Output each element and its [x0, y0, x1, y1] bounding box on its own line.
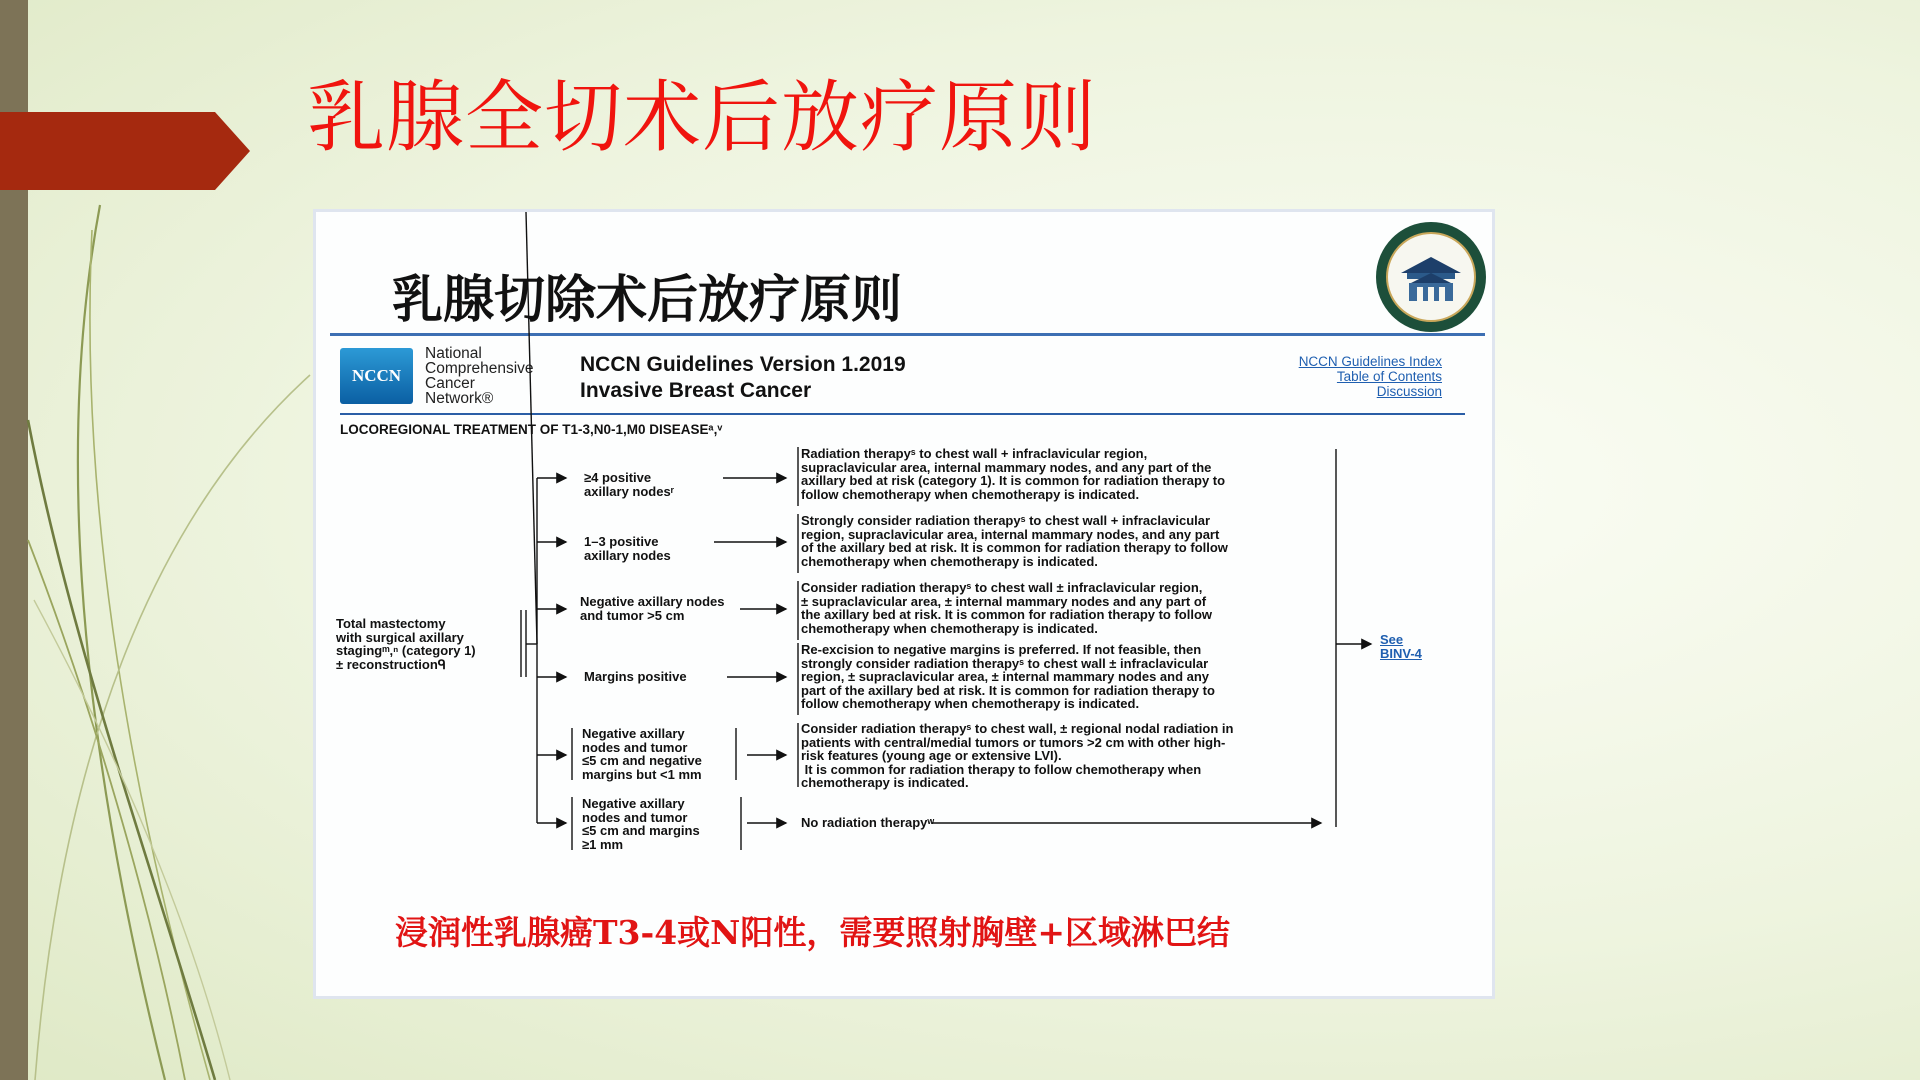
branch-label: Negative axillary nodes and tumor ≤5 cm and negative margins but <1 mm — [582, 726, 702, 782]
branch-label: ≥4 positive axillary nodesʳ — [584, 470, 674, 499]
recommendation-text: Radiation therapyˢ to chest wall + infraclavicular region, supraclavicular area, internal mammary nodes, and any part of the axillary bed at risk (category 1). It is common for radiation therapy to follow chemotherapy when chemotherapy is indicated. — [801, 446, 1226, 502]
bottom-note: 浸润性乳腺癌T3-4或N阳性，需要照射胸壁+区域淋巴结 — [395, 913, 1230, 952]
root-node: Total mastectomy with surgical axillary stagingᵐ,ⁿ (category 1) ± reconstructionᑫ — [336, 616, 476, 672]
organization-name: National Comprehensive Cancer Network® — [425, 345, 534, 407]
recommendation-text: Re-excision to negative margins is preferred. If not feasible, then strongly consider radiation therapyˢ to chest wall ± infraclavicular region, ± supraclavicular area, ± internal mammary nodes and any part of the axillary bed at risk. It is common for radiation therapy to follow chemotherapy when chemotherapy is indicated. — [801, 642, 1215, 712]
branch-label: Margins positive — [584, 669, 687, 684]
section-heading: LOCOREGIONAL TREATMENT OF T1-3,N0-1,M0 DISEASEᵃ,ᵛ — [340, 422, 723, 437]
guideline-subtitle: Invasive Breast Cancer — [580, 379, 812, 402]
recommendation-text: Consider radiation therapyˢ to chest wall, ± regional nodal radiation in patients with central/medial tumors or tumors >2 cm with other high- risk features (young age or extensive LVI). It is common for radiation therapy to follow chemotherapy when chemotherapy is indicated. — [801, 721, 1234, 791]
recommendation-text: No radiation therapyʷ — [801, 815, 935, 830]
see-binv-link[interactable]: See BINV-4 — [1380, 632, 1422, 661]
branch-label: Negative axillary nodes and tumor >5 cm — [580, 594, 725, 623]
recommendation-text: Strongly consider radiation therapyˢ to chest wall + infraclavicular region, supraclavicular area, internal mammary nodes, and any part of the axillary bed at risk. It is common for radiation therapy to follow chemotherapy when chemotherapy is indicated. — [801, 513, 1228, 569]
branch-label: Negative axillary nodes and tumor ≤5 cm and margins ≥1 mm — [582, 796, 700, 852]
guideline-panel — [313, 209, 1495, 999]
discussion-link[interactable]: Discussion — [1376, 384, 1442, 399]
recommendation-text: Consider radiation therapyˢ to chest wall ± infraclavicular region, ± supraclavicular area, ± internal mammary nodes and any part of the axillary bed at risk. It is common for radiation therapy to follow chemotherapy when chemotherapy is indicated. — [801, 580, 1213, 636]
title-arrow-tab — [0, 0, 260, 200]
branch-label: 1–3 positive axillary nodes — [584, 534, 671, 563]
panel-title: 乳腺切除术后放疗原则 — [392, 271, 903, 330]
guidelines-index-link[interactable]: NCCN Guidelines Index — [1298, 354, 1442, 369]
slide-title: 乳腺全切术后放疗原则 — [307, 73, 1098, 163]
guideline-title: NCCN Guidelines Version 1.2019 — [580, 353, 906, 376]
table-of-contents-link[interactable]: Table of Contents — [1336, 369, 1442, 384]
nccn-logo: NCCN — [340, 348, 413, 404]
